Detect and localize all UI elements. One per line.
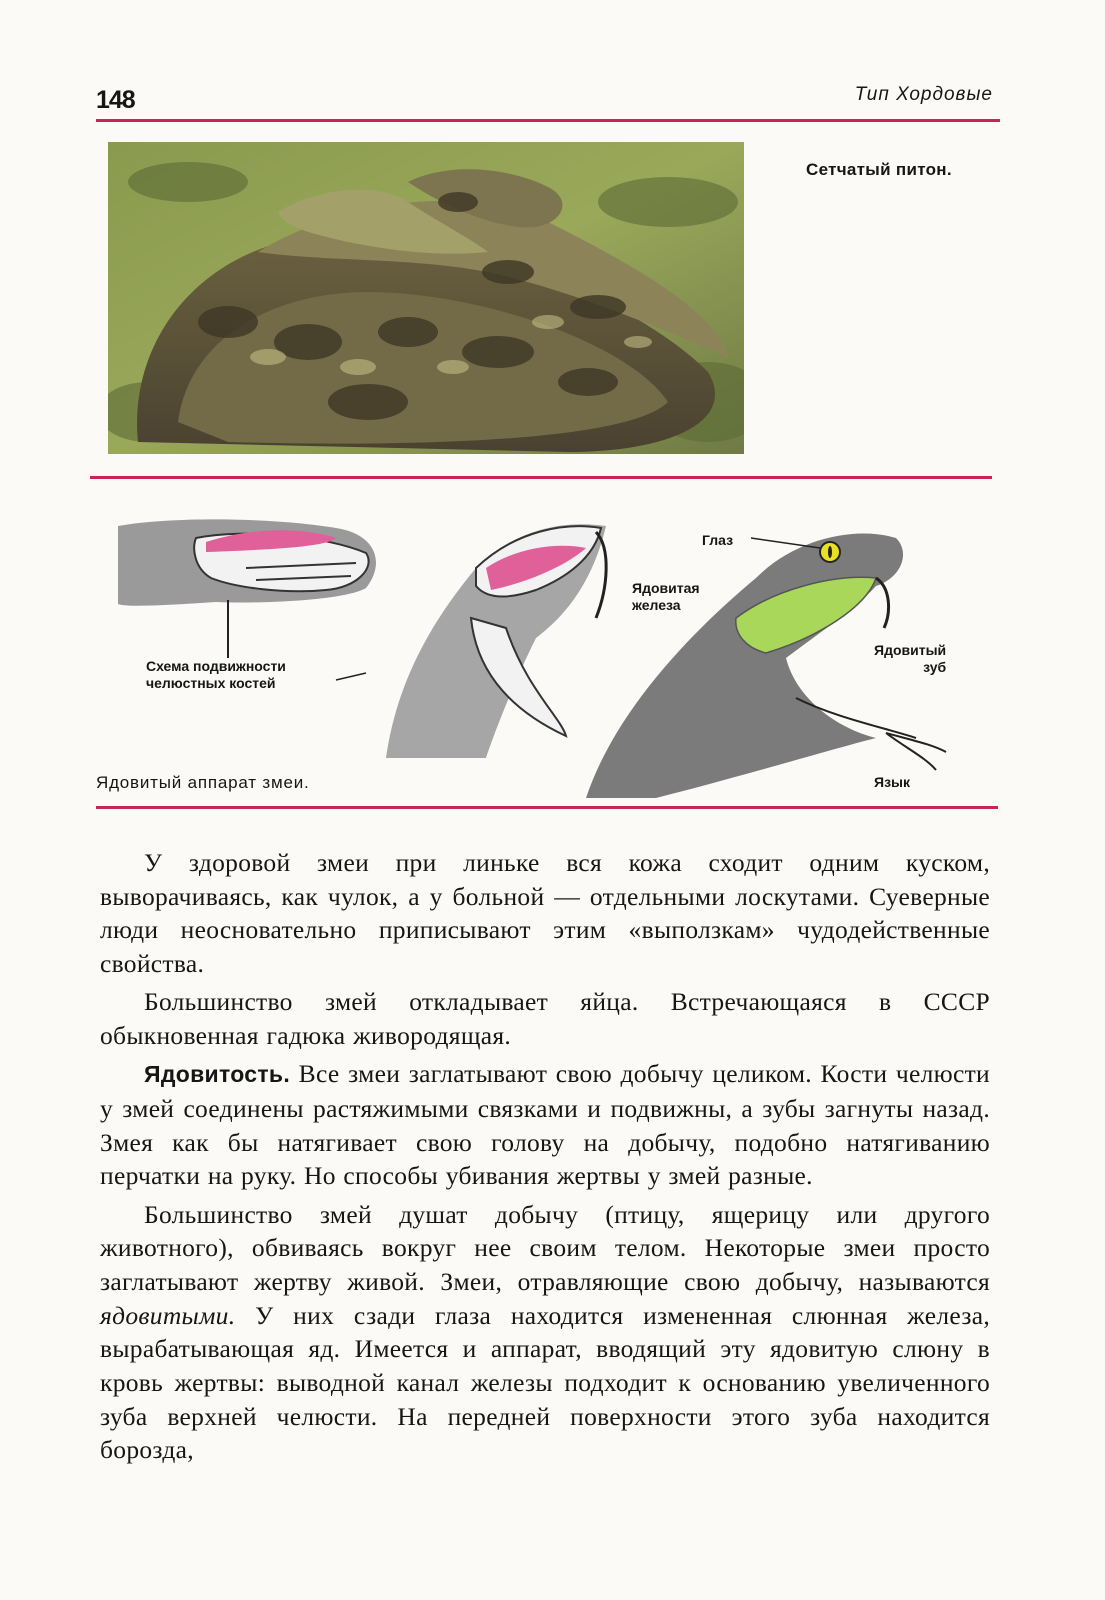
paragraph-reproduction: Большинство змей откладывает яйца. Встречающаяся в СССР обыкновенная гадюка живородящая.	[100, 987, 990, 1051]
body-text	[100, 846, 990, 1472]
page-number: 148	[96, 86, 135, 114]
paragraph-venomousness	[100, 1057, 990, 1193]
paragraph-venomousness-text: Все змеи заглатывают свою добычу целиком. Кости челюсти у змей соединены растяжимыми связками и подвижны, а зубы загнуты назад. Змея как бы натягивает свою голову на добычу, подобно натягиванию перчатки на руку. Но способы убивания жертвы у змей разные.	[100, 1059, 990, 1191]
venom-caption: Ядовитый аппарат змеи.	[96, 773, 310, 792]
figure-rule-top	[90, 476, 992, 479]
paragraph-molting: У здоровой змеи при линьке вся кожа сходит одним куском, выворачиваясь, как чулок, а у больной — отдельными лоскутами. Суеверные люди неосновательно приписывают этим «выползкам» чудодейственные свойства.	[100, 848, 990, 979]
label-jaw-schema: Схема подвижности челюстных костей	[146, 658, 286, 691]
label-venom-fang: Ядовитый зуб	[874, 642, 947, 675]
label-venom-gland: Ядовитая железа	[632, 580, 700, 613]
venom-apparatus-figure	[96, 508, 996, 798]
figure-rule-bottom	[96, 806, 998, 809]
label-tongue: Язык	[874, 774, 910, 790]
paragraph-killing-text-a: Большинство змей душат добычу (птицу, ящерицу или другого животного), обвиваясь вокруг нее своим телом. Некоторые змеи просто заглатывают жертву живой. Змеи, отравляющие свою добычу, называются	[100, 1199, 990, 1296]
running-head: Тип Хордовые	[854, 84, 993, 105]
python-photo	[108, 142, 744, 454]
term-venomous: ядовитыми.	[100, 1300, 236, 1330]
label-eye: Глаз	[702, 532, 734, 548]
term-venomousness: Ядовитость.	[144, 1061, 291, 1088]
python-caption: Сетчатый питон.	[806, 160, 952, 179]
header-rule	[96, 119, 1000, 122]
paragraph-killing	[100, 1198, 990, 1468]
paragraph-killing-text-b: У них сзади глаза находится измененная слюнная железа, вырабатывающая яд. Имеется и аппарат, вводящий эту ядовитую слюну в кровь жертвы: выводной канал железы подходит к основанию увеличенного зуба верхней челюсти. На передней поверхности этого зуба находится борозда,	[100, 1300, 990, 1465]
